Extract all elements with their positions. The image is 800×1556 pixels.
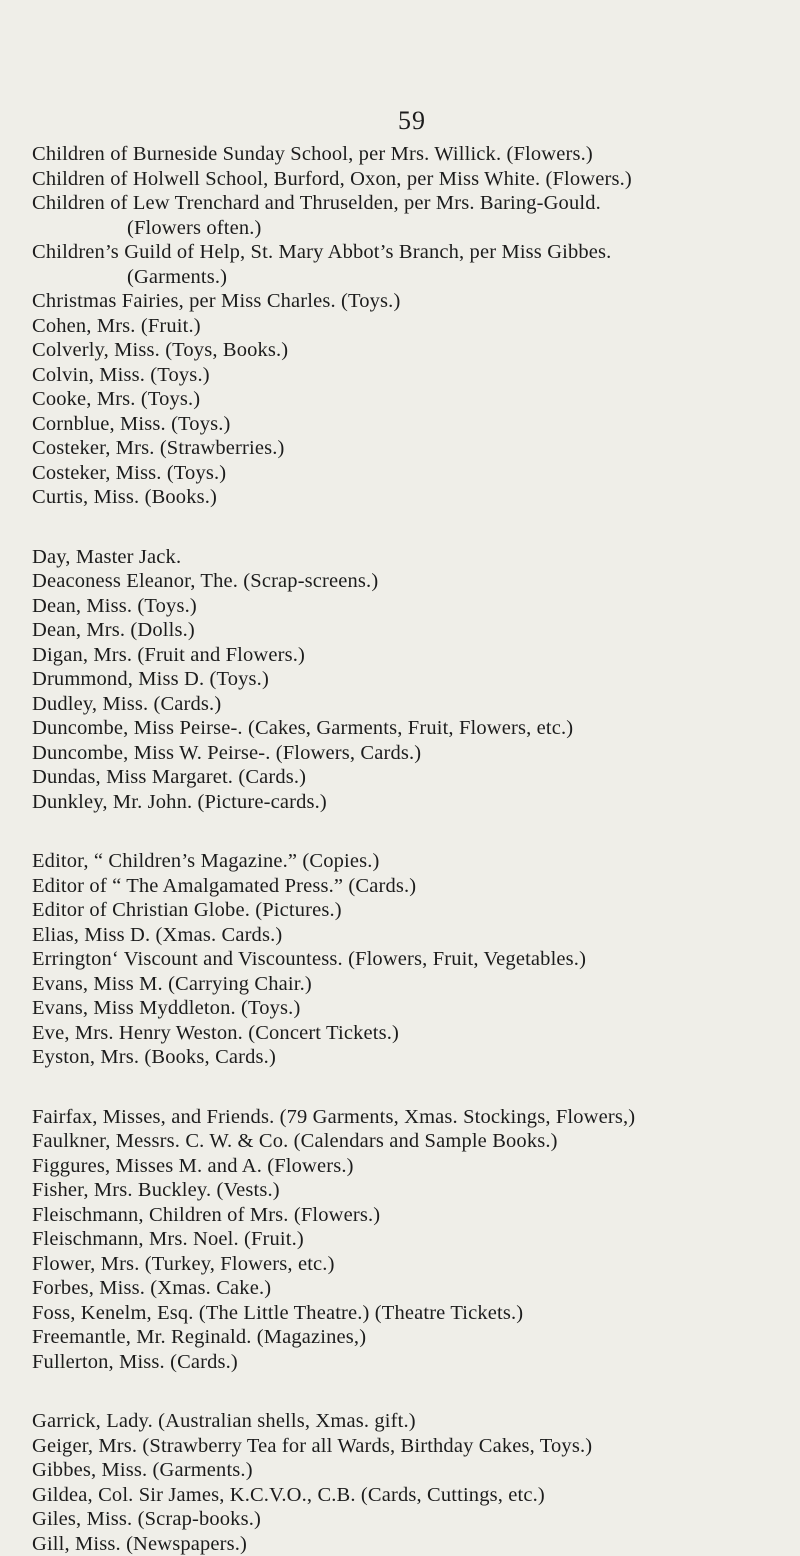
donor-entry-text: Elias, Miss D. (Xmas. Cards.) [32, 924, 282, 946]
donor-entry-text: Day, Master Jack. [32, 546, 181, 568]
donor-entry-text: Evans, Miss Myddleton. (Toys.) [32, 997, 300, 1019]
donor-entry-text: Colverly, Miss. (Toys, Books.) [32, 339, 288, 361]
donor-entry-text: Geiger, Mrs. (Strawberry Tea for all Wards, Birthday Cakes, Toys.) [32, 1435, 592, 1457]
donor-entry [32, 387, 792, 412]
donor-entry [32, 618, 792, 643]
donor-entry-text: Duncombe, Miss W. Peirse-. (Flowers, Cards.) [32, 742, 421, 764]
donor-entry-text: Fairfax, Misses, and Friends. (79 Garments, Xmas. Stockings, Flowers,) [32, 1106, 635, 1128]
donor-entry-text: Costeker, Mrs. (Strawberries.) [32, 437, 284, 459]
donor-entry-text: Gibbes, Miss. (Garments.) [32, 1459, 253, 1481]
donor-entry [32, 790, 792, 815]
donor-entry [32, 569, 792, 594]
donor-entry-text: Editor of “ The Amalgamated Press.” (Cards.) [32, 875, 416, 897]
donor-entry [32, 972, 792, 997]
donor-entry [32, 1129, 792, 1154]
donor-group-c [32, 142, 792, 510]
donor-entry [32, 1325, 792, 1350]
donor-entry [32, 741, 792, 766]
donor-group-d [32, 545, 792, 815]
donor-list [32, 142, 792, 1556]
donor-entry-text: Gildea, Col. Sir James, K.C.V.O., C.B. (Cards, Cuttings, etc.) [32, 1484, 545, 1506]
donor-entry [32, 240, 792, 289]
donor-entry [32, 314, 792, 339]
donor-entry-continuation: (Garments.) [32, 265, 792, 290]
donor-entry [32, 716, 792, 741]
donor-entry-text: Dunkley, Mr. John. (Picture-cards.) [32, 791, 327, 813]
donor-entry-text: Editor, “ Children’s Magazine.” (Copies.) [32, 850, 379, 872]
donor-entry-text: Gill, Miss. (Newspapers.) [32, 1533, 247, 1555]
donor-entry-text: Dean, Mrs. (Dolls.) [32, 619, 195, 641]
donor-entry-text: Deaconess Eleanor, The. (Scrap-screens.) [32, 570, 378, 592]
donor-entry-text: Dundas, Miss Margaret. (Cards.) [32, 766, 306, 788]
donor-entry-text: Christmas Fairies, per Miss Charles. (Toys.) [32, 290, 400, 312]
donor-entry-text: Fleischmann, Mrs. Noel. (Fruit.) [32, 1228, 304, 1250]
donor-entry-text: Editor of Christian Globe. (Pictures.) [32, 899, 342, 921]
donor-entry [32, 849, 792, 874]
donor-entry [32, 1154, 792, 1179]
donor-entry [32, 338, 792, 363]
donor-entry-text: Children’s Guild of Help, St. Mary Abbot’s Branch, per Miss Gibbes. [32, 241, 611, 263]
donor-entry-text: Dudley, Miss. (Cards.) [32, 693, 221, 715]
donor-entry [32, 765, 792, 790]
donor-entry [32, 1301, 792, 1326]
donor-group-g [32, 1409, 792, 1556]
donor-entry [32, 436, 792, 461]
donor-entry-text: Children of Burneside Sunday School, per Mrs. Willick. (Flowers.) [32, 143, 593, 165]
donor-entry-text: Evans, Miss M. (Carrying Chair.) [32, 973, 312, 995]
donor-entry-text: Costeker, Miss. (Toys.) [32, 462, 226, 484]
donor-entry [32, 461, 792, 486]
donor-entry [32, 947, 792, 972]
donor-entry-text: Forbes, Miss. (Xmas. Cake.) [32, 1277, 271, 1299]
donor-entry-text: Cornblue, Miss. (Toys.) [32, 413, 230, 435]
donor-entry [32, 898, 792, 923]
donor-entry [32, 142, 792, 167]
page-number: 59 [32, 0, 792, 136]
donor-entry [32, 643, 792, 668]
donor-entry [32, 191, 792, 240]
donor-group-f [32, 1105, 792, 1375]
donor-entry-text: Dean, Miss. (Toys.) [32, 595, 197, 617]
donor-entry [32, 167, 792, 192]
donor-entry [32, 1350, 792, 1375]
donor-entry [32, 692, 792, 717]
donor-entry [32, 1458, 792, 1483]
donor-entry [32, 1276, 792, 1301]
donor-entry-text: Children of Lew Trenchard and Thruselden, per Mrs. Baring-Gould. [32, 192, 601, 214]
donor-entry-text: Foss, Kenelm, Esq. (The Little Theatre.) (Theatre Tickets.) [32, 1302, 523, 1324]
donor-entry-text: Cohen, Mrs. (Fruit.) [32, 315, 201, 337]
donor-entry [32, 1203, 792, 1228]
donor-entry-text: Fullerton, Miss. (Cards.) [32, 1351, 238, 1373]
donor-entry-text: Cooke, Mrs. (Toys.) [32, 388, 200, 410]
donor-entry [32, 1409, 792, 1434]
donor-entry [32, 594, 792, 619]
donor-entry-text: Freemantle, Mr. Reginald. (Magazines,) [32, 1326, 366, 1348]
donor-entry-text: Figgures, Misses M. and A. (Flowers.) [32, 1155, 354, 1177]
donor-entry-text: Duncombe, Miss Peirse-. (Cakes, Garments, Fruit, Flowers, etc.) [32, 717, 573, 739]
donor-entry [32, 1434, 792, 1459]
donor-entry-text: Fleischmann, Children of Mrs. (Flowers.) [32, 1204, 380, 1226]
donor-entry-text: Garrick, Lady. (Australian shells, Xmas. gift.) [32, 1410, 416, 1432]
donor-entry-text: Digan, Mrs. (Fruit and Flowers.) [32, 644, 305, 666]
donor-entry [32, 1483, 792, 1508]
donor-entry [32, 289, 792, 314]
donor-entry-text: Fisher, Mrs. Buckley. (Vests.) [32, 1179, 280, 1201]
donor-entry-text: Eyston, Mrs. (Books, Cards.) [32, 1046, 276, 1068]
donor-entry [32, 1045, 792, 1070]
donor-entry [32, 363, 792, 388]
donor-entry-text: Giles, Miss. (Scrap-books.) [32, 1508, 261, 1530]
donor-entry-continuation: (Flowers often.) [32, 216, 792, 241]
donor-entry [32, 667, 792, 692]
donor-entry [32, 1532, 792, 1556]
donor-entry [32, 412, 792, 437]
donor-entry-text: Curtis, Miss. (Books.) [32, 486, 217, 508]
donor-entry [32, 1227, 792, 1252]
donor-entry [32, 485, 792, 510]
donor-entry [32, 1021, 792, 1046]
donor-entry [32, 874, 792, 899]
donor-entry-text: Faulkner, Messrs. C. W. & Co. (Calendars and Sample Books.) [32, 1130, 558, 1152]
donor-entry-text: Drummond, Miss D. (Toys.) [32, 668, 269, 690]
donor-entry-text: Flower, Mrs. (Turkey, Flowers, etc.) [32, 1253, 335, 1275]
donor-entry [32, 1507, 792, 1532]
donor-entry [32, 1105, 792, 1130]
donor-entry-text: Eve, Mrs. Henry Weston. (Concert Tickets.) [32, 1022, 399, 1044]
donor-entry-text: Errington‘ Viscount and Viscountess. (Flowers, Fruit, Vegetables.) [32, 948, 586, 970]
donor-entry [32, 923, 792, 948]
donor-entry-text: Colvin, Miss. (Toys.) [32, 364, 210, 386]
donor-entry [32, 996, 792, 1021]
donor-entry [32, 1178, 792, 1203]
donor-group-e [32, 849, 792, 1070]
donor-entry [32, 1252, 792, 1277]
donor-entry [32, 545, 792, 570]
donor-entry-text: Children of Holwell School, Burford, Oxon, per Miss White. (Flowers.) [32, 168, 632, 190]
